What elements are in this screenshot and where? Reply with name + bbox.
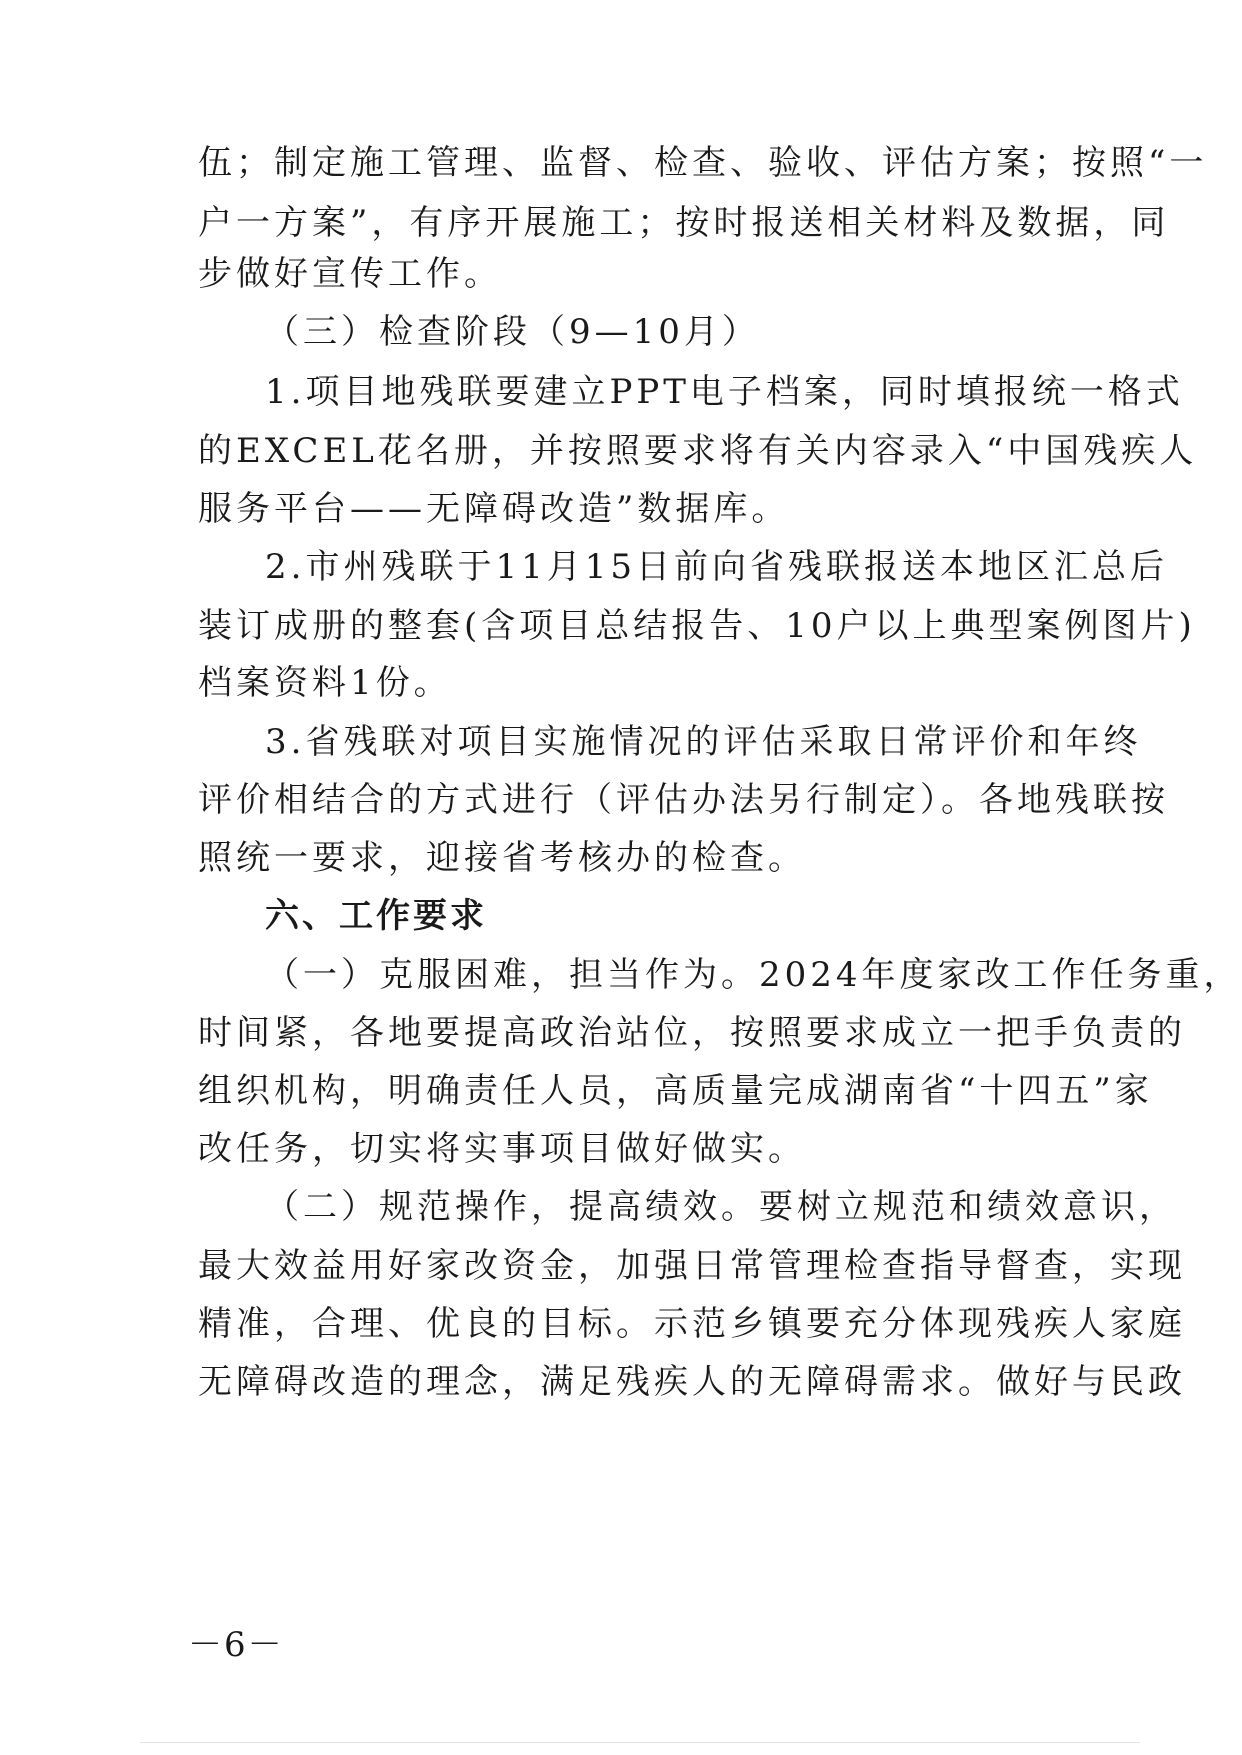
body-text-line: 3.省残联对项目实施情况的评估采取日常评价和年终 (265, 722, 1142, 762)
body-text-line: 无障碍改造的理念，满足残疾人的无障碍需求。做好与民政 (198, 1362, 1186, 1402)
body-text-line: 时间紧，各地要提高政治站位，按照要求成立一把手负责的 (198, 1013, 1186, 1053)
body-text-line: 最大效益用好家改资金，加强日常管理检查指导督查，实现 (198, 1246, 1186, 1286)
section-heading: 六、工作要求 (265, 896, 487, 936)
body-text-line: 档案资料1份。 (198, 663, 452, 703)
page-number: －6－ (188, 1625, 284, 1665)
body-text-line: 2.市州残联于11月15日前向省残联报送本地区汇总后 (265, 547, 1168, 587)
body-text-line: 照统一要求，迎接省考核办的检查。 (198, 838, 806, 878)
body-text-line: 评价相结合的方式进行（评估办法另行制定）。各地残联按 (198, 780, 1169, 820)
body-text-line: 组织机构，明确责任人员，高质量完成湖南省“十四五”家 (198, 1071, 1153, 1111)
body-text-line: 的EXCEL花名册，并按照要求将有关内容录入“中国残疾人 (198, 431, 1198, 471)
subsection-heading: （三）检查阶段（9—10月） (265, 312, 760, 352)
body-text-line: 精准，合理、优良的目标。示范乡镇要充分体现残疾人家庭 (198, 1304, 1186, 1344)
page-bottom-edge (140, 1742, 1140, 1743)
body-text-line: 装订成册的整套(含项目总结报告、10户以上典型案例图片) (198, 606, 1196, 646)
body-text-line: 户一方案”，有序开展施工；按时报送相关材料及数据，同 (198, 203, 1170, 243)
body-text-line: 步做好宣传工作。 (198, 254, 502, 294)
body-text-line: 改任务，切实将实事项目做好做实。 (198, 1129, 806, 1169)
body-text-line: 伍；制定施工管理、监督、检查、验收、评估方案；按照“一 (198, 143, 1208, 183)
body-text-line: （二）规范操作，提高绩效。要树立规范和绩效意识， (265, 1187, 1177, 1227)
body-text-line: 1.项目地残联要建立PPT电子档案，同时填报统一格式 (265, 372, 1184, 412)
body-text-line: （一）克服困难，担当作为。2024年度家改工作任务重， (265, 955, 1242, 995)
body-text-line: 服务平台——无障碍改造”数据库。 (198, 489, 790, 529)
